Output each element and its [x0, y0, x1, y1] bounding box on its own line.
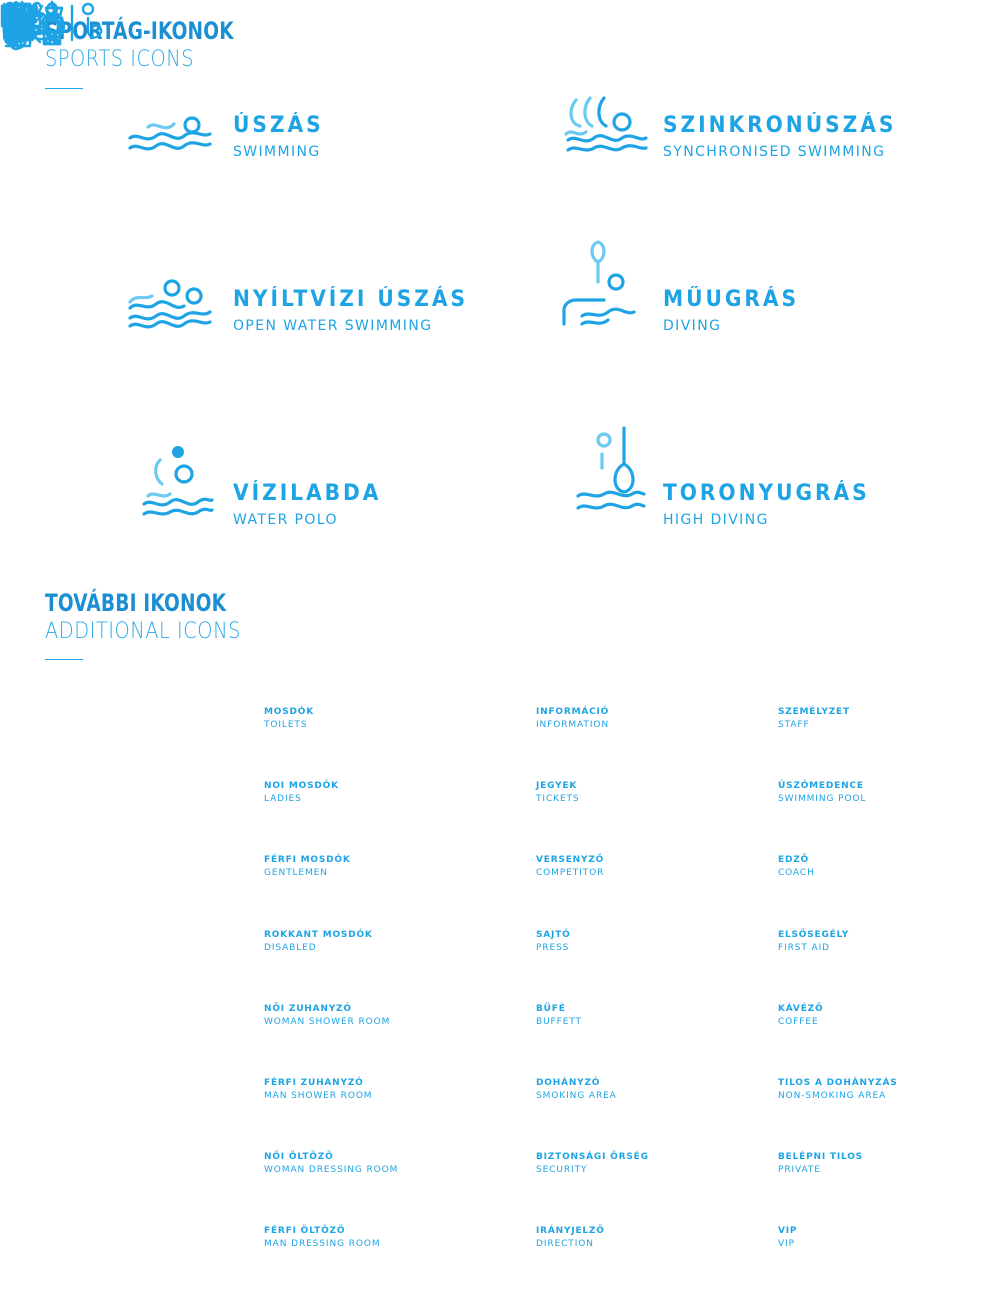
- additional-label-en: BUFFETT: [536, 1017, 582, 1027]
- additional-label-en: INFORMATION: [536, 720, 609, 730]
- sport-label-hu: MŰUGRÁS: [663, 287, 800, 312]
- additional-label-hu: ROKKANT MOSDÓK: [264, 930, 373, 940]
- additional-label-hu: BELÉPNI TILOS: [778, 1152, 863, 1162]
- additional-label-en: FIRST AID: [778, 943, 830, 953]
- additional-label-en: NON-SMOKING AREA: [778, 1091, 887, 1101]
- additional-section-title: [45, 588, 268, 646]
- additional-label-hu: KÁVÉZŐ: [778, 1004, 824, 1014]
- additional-label-en: GENTLEMEN: [264, 868, 328, 878]
- additional-divider: [45, 659, 83, 660]
- sport-label-en: OPEN WATER SWIMMING: [233, 318, 433, 334]
- additional-label-en: SMOKING AREA: [536, 1091, 617, 1101]
- additional-label-hu: NŐI ÖLTÖZŐ: [264, 1152, 334, 1162]
- open-water-swimming-icon: [126, 278, 216, 338]
- additional-label-en: COFFEE: [778, 1017, 819, 1027]
- additional-label-en: COACH: [778, 868, 815, 878]
- additional-label-hu: ÚSZÓMEDENCE: [778, 781, 864, 791]
- additional-label-en: SECURITY: [536, 1165, 588, 1175]
- additional-label-hu: NŐI ZUHANYZÓ: [264, 1004, 352, 1014]
- additional-label-hu: ELSŐSEGÉLY: [778, 930, 850, 940]
- sports-title-hu: SPORTÁG-IKONOK: [45, 17, 234, 45]
- vip-icon: [0, 0, 58, 40]
- additional-title-hu: TOVÁBBI IKONOK: [45, 589, 227, 617]
- additional-label-hu: VIP: [778, 1226, 798, 1236]
- sport-label-hu: ÚSZÁS: [233, 113, 324, 138]
- sports-title-en: SPORTS ICONS: [45, 47, 195, 72]
- additional-label-hu: IRÁNYJELZŐ: [536, 1226, 605, 1236]
- additional-label-en: MAN DRESSING ROOM: [264, 1239, 381, 1249]
- additional-label-hu: MOSDÓK: [264, 707, 314, 717]
- diving-icon: [560, 238, 650, 333]
- sport-label-en: HIGH DIVING: [663, 512, 769, 528]
- sport-label-hu: NYÍLTVÍZI ÚSZÁS: [233, 287, 469, 312]
- additional-label-en: WOMAN DRESSING ROOM: [264, 1165, 399, 1175]
- additional-label-hu: JEGYEK: [536, 781, 578, 791]
- additional-label-en: SWIMMING POOL: [778, 794, 867, 804]
- additional-label-hu: BIZTONSÁGI ŐRSÉG: [536, 1152, 649, 1162]
- additional-label-hu: SAJTÓ: [536, 930, 571, 940]
- additional-label-en: WOMAN SHOWER ROOM: [264, 1017, 391, 1027]
- additional-label-en: TICKETS: [536, 794, 580, 804]
- additional-label-hu: BÜFÉ: [536, 1004, 566, 1014]
- additional-label-en: PRIVATE: [778, 1165, 821, 1175]
- additional-label-hu: NOI MOSDÓK: [264, 781, 339, 791]
- additional-label-en: MAN SHOWER ROOM: [264, 1091, 373, 1101]
- additional-label-en: PRESS: [536, 943, 570, 953]
- additional-label-hu: FÉRFI ÖLTÖZŐ: [264, 1226, 346, 1236]
- additional-label-hu: SZEMÉLYZET: [778, 707, 850, 717]
- sport-label-en: SWIMMING: [233, 144, 321, 160]
- additional-label-en: COMPETITOR: [536, 868, 605, 878]
- swimming-icon: [126, 110, 216, 160]
- additional-label-hu: DOHÁNYZÓ: [536, 1078, 601, 1088]
- sport-label-hu: TORONYUGRÁS: [663, 481, 870, 506]
- additional-label-hu: FÉRFI ZUHANYZÓ: [264, 1078, 364, 1088]
- sport-label-en: SYNCHRONISED SWIMMING: [663, 144, 886, 160]
- additional-label-hu: VERSENYZŐ: [536, 855, 605, 865]
- additional-label-hu: INFORMÁCIÓ: [536, 707, 610, 717]
- additional-label-hu: TILOS A DOHÁNYZÁS: [778, 1078, 898, 1088]
- additional-label-en: TOILETS: [264, 720, 308, 730]
- additional-label-en: DISABLED: [264, 943, 317, 953]
- additional-label-en: STAFF: [778, 720, 810, 730]
- sport-label-en: DIVING: [663, 318, 722, 334]
- synchronised-swimming-icon: [562, 92, 652, 162]
- additional-label-hu: EDZŐ: [778, 855, 809, 865]
- high-diving-icon: [574, 424, 654, 524]
- sport-label-en: WATER POLO: [233, 512, 338, 528]
- water-polo-icon: [140, 444, 220, 524]
- additional-title-en: ADDITIONAL ICONS: [45, 619, 241, 644]
- additional-label-en: DIRECTION: [536, 1239, 594, 1249]
- additional-label-en: VIP: [778, 1239, 795, 1249]
- sport-label-hu: SZINKRONÚSZÁS: [663, 113, 897, 138]
- sports-divider: [45, 88, 83, 89]
- sport-label-hu: VÍZILABDA: [233, 481, 382, 506]
- additional-label-en: LADIES: [264, 794, 302, 804]
- additional-label-hu: FÉRFI MOSDÓK: [264, 855, 351, 865]
